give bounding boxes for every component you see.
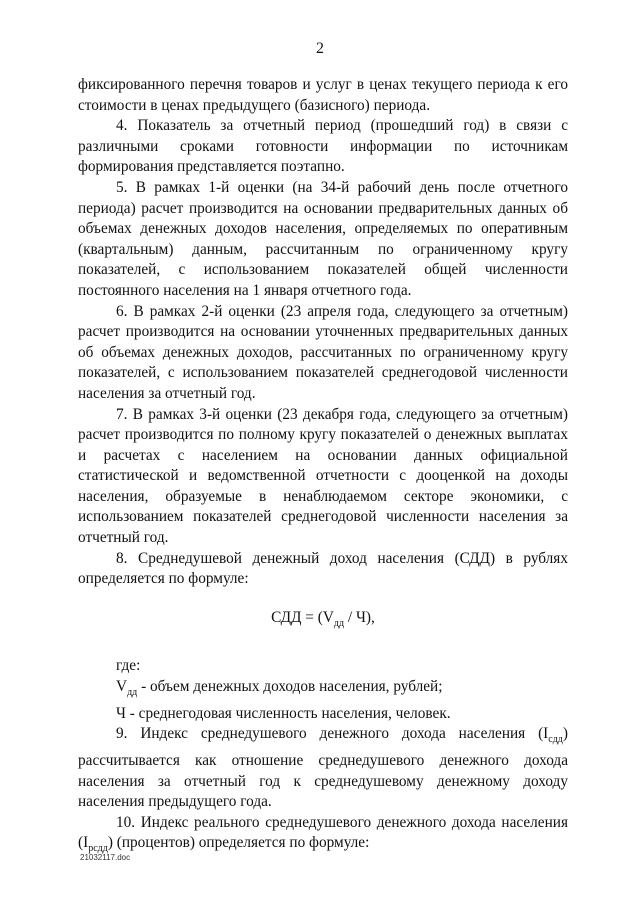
paragraph-8: 8. Среднедушевой денежный доход населения (СДД) в рублях определяется по формуле:: [78, 549, 568, 588]
v-description: - объем денежных доходов населения, рублей;: [137, 678, 443, 696]
v-subscript: дд: [127, 687, 138, 699]
where-ch-definition: Ч - среднегодовая численность населения, человек.: [116, 704, 451, 722]
formula-left: СДД = (V: [271, 608, 334, 626]
paragraph-10: [78, 813, 568, 860]
p9-pre: 9. Индекс среднедушевого денежного дохода населения (I: [116, 725, 549, 743]
p10-pre: 10. Индекс реального среднедушевого денежного дохода населения (I: [78, 813, 568, 852]
formula-right: / Ч),: [344, 608, 375, 626]
p9-post: ) рассчитывается как отношение среднедушевого денежного дохода населения за отчетный год к среднедушевому денежному доходу населения предыдущего года.: [78, 725, 568, 811]
p10-sub: рсдд: [88, 843, 108, 855]
page-number: 2: [316, 40, 324, 57]
paragraph-4: 4. Показатель за отчетный период (прошедший год) в связи с различными сроками готовности информации по источникам формирования представляется поэтапно.: [78, 117, 568, 176]
where-v-definition: [78, 677, 568, 704]
where-label: где:: [116, 657, 141, 675]
paragraph-9: [78, 724, 568, 812]
formula-sub: дд: [333, 617, 345, 629]
document-body: [78, 75, 568, 860]
p10-post: ) (процентов) определяется по формуле:: [107, 834, 370, 852]
formula-sdd: [78, 608, 568, 635]
file-name-footer: 21032117.doc: [80, 853, 131, 862]
paragraph-6: 6. В рамках 2-й оценки (23 апреля года, следующего за отчетным) расчет производится на основании уточненных предварительных данных об объемах денежных доходов, рассчитанных по ограниченному кругу показателей, с использованием показателей среднегодовой численности населения за отчетный год.: [78, 302, 568, 402]
paragraph-continuation: фиксированного перечня товаров и услуг в ценах текущего периода к его стоимости в ценах предыдущего (базисного) периода.: [78, 76, 568, 114]
paragraph-5: 5. В рамках 1-й оценки (на 34-й рабочий день после отчетного периода) расчет производится на основании предварительных данных об объемах денежных доходов населения, определяемых по оперативным (квартальным) данным, рассчитанным по ограниченному кругу показателей, с использованием показателей общей численности постоянного населения на 1 января отчетного года.: [78, 178, 568, 299]
paragraph-7: 7. В рамках 3-й оценки (23 декабря года, следующего за отчетным) расчет производится по полному кругу показателей о денежных выплатах и расчетах с населением на основании данных официальной статистической и ведомственной отчетности с дооценкой на доходы населения, образуемые в ненаблюдаемом секторе экономики, с использованием показателей среднегодовой численности населения за отчетный год.: [78, 405, 568, 547]
v-symbol: V: [116, 678, 128, 696]
p9-sub: сдд: [548, 734, 563, 746]
